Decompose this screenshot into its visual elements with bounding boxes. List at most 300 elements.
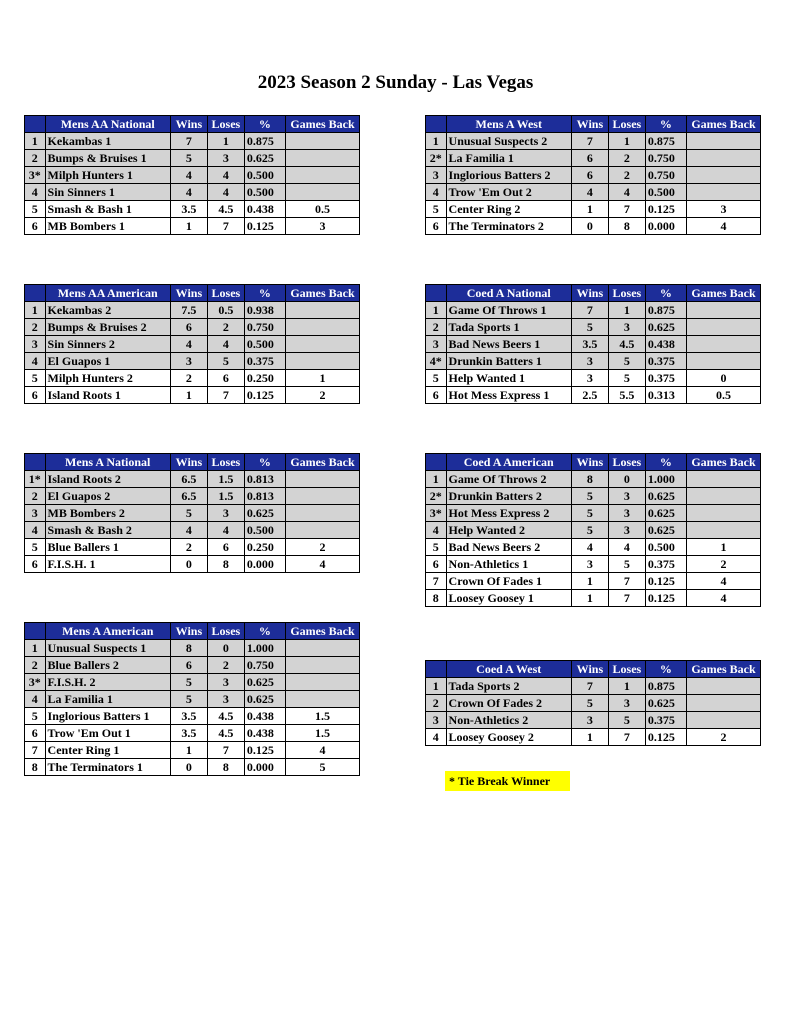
pct-cell: 0.500: [244, 184, 285, 201]
team-name-cell: Help Wanted 2: [446, 522, 571, 539]
games-back-cell: [285, 674, 359, 691]
table-row: [426, 150, 761, 167]
team-name-cell: MB Bombers 1: [45, 218, 170, 235]
wins-cell: 3: [571, 712, 608, 729]
column-header: Loses: [608, 454, 645, 471]
column-header: Games Back: [686, 454, 760, 471]
loses-cell: 5: [608, 556, 645, 573]
rank-cell: 2: [25, 488, 46, 505]
team-name-cell: Milph Hunters 2: [45, 370, 170, 387]
team-name-cell: Island Roots 1: [45, 387, 170, 404]
header-rank-cell: [25, 454, 46, 471]
team-name-cell: Island Roots 2: [45, 471, 170, 488]
pct-cell: 0.875: [244, 133, 285, 150]
wins-cell: 3.5: [170, 708, 207, 725]
pct-cell: 0.125: [244, 742, 285, 759]
games-back-cell: [285, 691, 359, 708]
table-row: [25, 725, 360, 742]
games-back-cell: 4: [686, 218, 760, 235]
table-header-row: [25, 623, 360, 640]
header-rank-cell: [426, 285, 447, 302]
loses-cell: 0: [207, 640, 244, 657]
games-back-cell: 2: [285, 387, 359, 404]
table-row: [25, 319, 360, 336]
column-header: Wins: [170, 623, 207, 640]
wins-cell: 0: [170, 759, 207, 776]
loses-cell: 4: [207, 167, 244, 184]
team-name-cell: Blue Ballers 1: [45, 539, 170, 556]
loses-cell: 4.5: [207, 201, 244, 218]
team-name-cell: Smash & Bash 2: [45, 522, 170, 539]
games-back-cell: [686, 678, 760, 695]
pct-cell: 0.813: [244, 471, 285, 488]
table-row: [25, 150, 360, 167]
rank-cell: 6: [25, 218, 46, 235]
loses-cell: 7: [608, 590, 645, 607]
table-row: [426, 695, 761, 712]
team-name-cell: Center Ring 1: [45, 742, 170, 759]
wins-cell: 4: [571, 539, 608, 556]
pct-cell: 0.875: [645, 678, 686, 695]
table-row: [25, 488, 360, 505]
column-header: %: [244, 116, 285, 133]
table-row: [25, 657, 360, 674]
games-back-cell: 0.5: [686, 387, 760, 404]
wins-cell: 1: [571, 573, 608, 590]
rank-cell: 1: [426, 302, 447, 319]
pct-cell: 0.500: [645, 539, 686, 556]
loses-cell: 4: [207, 336, 244, 353]
team-name-cell: Center Ring 2: [446, 201, 571, 218]
team-name-cell: Game Of Throws 1: [446, 302, 571, 319]
column-header: %: [645, 661, 686, 678]
team-name-cell: Inglorious Batters 2: [446, 167, 571, 184]
games-back-cell: [686, 488, 760, 505]
table-row: [25, 370, 360, 387]
table-row: [426, 556, 761, 573]
header-rank-cell: [426, 661, 447, 678]
wins-cell: 1: [571, 590, 608, 607]
games-back-cell: [285, 505, 359, 522]
header-rank-cell: [426, 454, 447, 471]
table-row: [25, 674, 360, 691]
loses-cell: 5: [608, 370, 645, 387]
division-name: Mens AA National: [45, 116, 170, 133]
pct-cell: 0.438: [244, 725, 285, 742]
team-name-cell: Bad News Beers 1: [446, 336, 571, 353]
pct-cell: 0.625: [645, 319, 686, 336]
games-back-cell: [686, 133, 760, 150]
table-row: [25, 201, 360, 218]
table-row: [426, 302, 761, 319]
loses-cell: 7: [207, 387, 244, 404]
wins-cell: 5: [571, 695, 608, 712]
wins-cell: 5: [571, 522, 608, 539]
rank-cell: 4: [426, 729, 447, 746]
wins-cell: 3: [571, 353, 608, 370]
rank-cell: 5: [25, 708, 46, 725]
loses-cell: 4: [207, 184, 244, 201]
wins-cell: 4: [571, 184, 608, 201]
loses-cell: 5: [207, 353, 244, 370]
pct-cell: 0.875: [645, 302, 686, 319]
loses-cell: 7: [608, 729, 645, 746]
team-name-cell: Bumps & Bruises 2: [45, 319, 170, 336]
table-row: [426, 133, 761, 150]
header-rank-cell: [25, 116, 46, 133]
column-header: %: [244, 623, 285, 640]
team-name-cell: Tada Sports 2: [446, 678, 571, 695]
team-name-cell: Bad News Beers 2: [446, 539, 571, 556]
loses-cell: 3: [608, 505, 645, 522]
games-back-cell: 4: [686, 590, 760, 607]
wins-cell: 3: [170, 353, 207, 370]
rank-cell: 8: [25, 759, 46, 776]
rank-cell: 2: [25, 657, 46, 674]
pct-cell: 1.000: [645, 471, 686, 488]
rank-cell: 6: [25, 725, 46, 742]
wins-cell: 3: [571, 556, 608, 573]
pct-cell: 0.625: [645, 695, 686, 712]
wins-cell: 2.5: [571, 387, 608, 404]
loses-cell: 6: [207, 370, 244, 387]
pct-cell: 0.438: [244, 708, 285, 725]
games-back-cell: [686, 353, 760, 370]
division-name: Mens A National: [45, 454, 170, 471]
column-header: Games Back: [285, 285, 359, 302]
games-back-cell: [686, 319, 760, 336]
rank-cell: 3: [25, 336, 46, 353]
team-name-cell: Bumps & Bruises 1: [45, 150, 170, 167]
pct-cell: 0.125: [244, 218, 285, 235]
loses-cell: 8: [207, 556, 244, 573]
pct-cell: 0.125: [244, 387, 285, 404]
team-name-cell: Non-Athletics 2: [446, 712, 571, 729]
team-name-cell: El Guapos 2: [45, 488, 170, 505]
games-back-cell: [285, 353, 359, 370]
pct-cell: 0.625: [244, 505, 285, 522]
rank-cell: 5: [25, 370, 46, 387]
pct-cell: 0.625: [645, 505, 686, 522]
loses-cell: 4: [608, 184, 645, 201]
rank-cell: 1: [426, 133, 447, 150]
games-back-cell: 1.5: [285, 725, 359, 742]
rank-cell: 5: [25, 539, 46, 556]
rank-cell: 3: [25, 505, 46, 522]
wins-cell: 8: [170, 640, 207, 657]
pct-cell: 0.000: [645, 218, 686, 235]
games-back-cell: 4: [686, 573, 760, 590]
games-back-cell: [285, 640, 359, 657]
rank-cell: 5: [426, 201, 447, 218]
team-name-cell: Smash & Bash 1: [45, 201, 170, 218]
pct-cell: 0.000: [244, 759, 285, 776]
table-row: [426, 218, 761, 235]
loses-cell: 4: [608, 539, 645, 556]
column-header: Games Back: [686, 116, 760, 133]
pct-cell: 0.375: [244, 353, 285, 370]
games-back-cell: 0: [686, 370, 760, 387]
loses-cell: 0: [608, 471, 645, 488]
table-header-row: [426, 454, 761, 471]
wins-cell: 3.5: [170, 201, 207, 218]
team-name-cell: Trow 'Em Out 2: [446, 184, 571, 201]
pct-cell: 0.625: [244, 674, 285, 691]
team-name-cell: Crown Of Fades 1: [446, 573, 571, 590]
wins-cell: 6: [571, 150, 608, 167]
rank-cell: 1: [426, 471, 447, 488]
table-row: [426, 539, 761, 556]
column-header: Loses: [207, 454, 244, 471]
wins-cell: 6.5: [170, 488, 207, 505]
column-header: Games Back: [285, 454, 359, 471]
team-name-cell: Loosey Goosey 1: [446, 590, 571, 607]
team-name-cell: El Guapos 1: [45, 353, 170, 370]
column-header: Loses: [608, 661, 645, 678]
team-name-cell: Trow 'Em Out 1: [45, 725, 170, 742]
pct-cell: 0.750: [645, 150, 686, 167]
games-back-cell: [686, 150, 760, 167]
table-row: [426, 505, 761, 522]
rank-cell: 6: [426, 218, 447, 235]
table-row: [426, 488, 761, 505]
rank-cell: 7: [426, 573, 447, 590]
standings-table: [24, 284, 360, 404]
wins-cell: 5: [571, 505, 608, 522]
column-header: Loses: [207, 285, 244, 302]
wins-cell: 7: [571, 302, 608, 319]
wins-cell: 1: [571, 729, 608, 746]
games-back-cell: [285, 471, 359, 488]
games-back-cell: 4: [285, 556, 359, 573]
rank-cell: 4: [25, 522, 46, 539]
rank-cell: 3*: [25, 674, 46, 691]
wins-cell: 6: [571, 167, 608, 184]
table-header-row: [25, 454, 360, 471]
wins-cell: 0: [571, 218, 608, 235]
loses-cell: 2: [608, 167, 645, 184]
standings-table: [24, 115, 360, 235]
table-row: [426, 336, 761, 353]
pct-cell: 0.625: [645, 488, 686, 505]
games-back-cell: [686, 471, 760, 488]
standings-table: [24, 622, 360, 776]
wins-cell: 1: [571, 201, 608, 218]
team-name-cell: Crown Of Fades 2: [446, 695, 571, 712]
rank-cell: 5: [426, 370, 447, 387]
table-row: [426, 712, 761, 729]
table-row: [25, 640, 360, 657]
rank-cell: 3*: [25, 167, 46, 184]
pct-cell: 0.500: [244, 336, 285, 353]
loses-cell: 3: [207, 505, 244, 522]
wins-cell: 6: [170, 319, 207, 336]
rank-cell: 1: [25, 640, 46, 657]
pct-cell: 0.125: [645, 201, 686, 218]
wins-cell: 0: [170, 556, 207, 573]
team-name-cell: The Terminators 2: [446, 218, 571, 235]
column-header: Wins: [571, 661, 608, 678]
games-back-cell: [285, 488, 359, 505]
column-header: %: [645, 454, 686, 471]
games-back-cell: [686, 184, 760, 201]
table-row: [426, 729, 761, 746]
column-header: Games Back: [686, 661, 760, 678]
rank-cell: 4: [25, 184, 46, 201]
loses-cell: 2: [207, 657, 244, 674]
pct-cell: 0.375: [645, 353, 686, 370]
games-back-cell: [285, 657, 359, 674]
table-row: [25, 167, 360, 184]
team-name-cell: Hot Mess Express 2: [446, 505, 571, 522]
rank-cell: 6: [426, 556, 447, 573]
column-header: %: [244, 454, 285, 471]
wins-cell: 8: [571, 471, 608, 488]
column-header: Loses: [207, 623, 244, 640]
rank-cell: 8: [426, 590, 447, 607]
standings-table: [425, 660, 761, 746]
column-header: Wins: [571, 454, 608, 471]
pct-cell: 0.375: [645, 556, 686, 573]
loses-cell: 8: [207, 759, 244, 776]
loses-cell: 1: [207, 133, 244, 150]
tie-break-legend: * Tie Break Winner: [445, 771, 570, 791]
games-back-cell: [285, 167, 359, 184]
column-header: Games Back: [285, 623, 359, 640]
team-name-cell: Tada Sports 1: [446, 319, 571, 336]
team-name-cell: Unusual Suspects 2: [446, 133, 571, 150]
wins-cell: 5: [571, 488, 608, 505]
rank-cell: 1: [426, 678, 447, 695]
wins-cell: 3: [571, 370, 608, 387]
games-back-cell: [686, 505, 760, 522]
wins-cell: 4: [170, 184, 207, 201]
loses-cell: 1.5: [207, 488, 244, 505]
standings-table: [425, 453, 761, 607]
team-name-cell: La Familia 1: [446, 150, 571, 167]
loses-cell: 2: [608, 150, 645, 167]
division-name: Coed A West: [446, 661, 571, 678]
table-row: [25, 302, 360, 319]
table-row: [25, 759, 360, 776]
games-back-cell: [285, 302, 359, 319]
table-header-row: [426, 116, 761, 133]
table-row: [426, 678, 761, 695]
loses-cell: 1: [608, 302, 645, 319]
games-back-cell: [285, 319, 359, 336]
loses-cell: 1: [608, 133, 645, 150]
games-back-cell: [285, 150, 359, 167]
table-header-row: [25, 285, 360, 302]
pct-cell: 0.375: [645, 712, 686, 729]
pct-cell: 0.625: [645, 522, 686, 539]
games-back-cell: [686, 712, 760, 729]
table-row: [426, 319, 761, 336]
pct-cell: 0.375: [645, 370, 686, 387]
games-back-cell: [686, 302, 760, 319]
rank-cell: 2: [25, 150, 46, 167]
games-back-cell: 5: [285, 759, 359, 776]
loses-cell: 7: [207, 218, 244, 235]
rank-cell: 1: [25, 302, 46, 319]
table-header-row: [426, 661, 761, 678]
loses-cell: 3: [608, 488, 645, 505]
pct-cell: 1.000: [244, 640, 285, 657]
team-name-cell: Loosey Goosey 2: [446, 729, 571, 746]
header-rank-cell: [25, 623, 46, 640]
loses-cell: 3: [608, 319, 645, 336]
header-rank-cell: [25, 285, 46, 302]
games-back-cell: [686, 695, 760, 712]
wins-cell: 6: [170, 657, 207, 674]
table-row: [426, 353, 761, 370]
column-header: Wins: [170, 285, 207, 302]
table-row: [426, 167, 761, 184]
loses-cell: 6: [207, 539, 244, 556]
wins-cell: 2: [170, 370, 207, 387]
team-name-cell: Inglorious Batters 1: [45, 708, 170, 725]
rank-cell: 4: [426, 184, 447, 201]
loses-cell: 7: [608, 573, 645, 590]
page-title: 2023 Season 2 Sunday - Las Vegas: [257, 72, 534, 93]
wins-cell: 5: [170, 505, 207, 522]
division-name: Mens A West: [446, 116, 571, 133]
column-header: %: [244, 285, 285, 302]
loses-cell: 5: [608, 353, 645, 370]
table-row: [426, 573, 761, 590]
games-back-cell: 3: [285, 218, 359, 235]
rank-cell: 4: [25, 353, 46, 370]
rank-cell: 3*: [426, 505, 447, 522]
games-back-cell: [686, 336, 760, 353]
team-name-cell: Kekambas 1: [45, 133, 170, 150]
wins-cell: 1: [170, 387, 207, 404]
table-row: [25, 353, 360, 370]
column-header: %: [645, 116, 686, 133]
wins-cell: 7: [571, 133, 608, 150]
table-row: [426, 471, 761, 488]
rank-cell: 7: [25, 742, 46, 759]
pct-cell: 0.750: [244, 319, 285, 336]
pct-cell: 0.313: [645, 387, 686, 404]
team-name-cell: The Terminators 1: [45, 759, 170, 776]
games-back-cell: [285, 133, 359, 150]
games-back-cell: [285, 184, 359, 201]
games-back-cell: 2: [686, 729, 760, 746]
column-header: Loses: [207, 116, 244, 133]
team-name-cell: Hot Mess Express 1: [446, 387, 571, 404]
table-header-row: [426, 285, 761, 302]
games-back-cell: 3: [686, 201, 760, 218]
wins-cell: 5: [571, 319, 608, 336]
division-name: Mens A American: [45, 623, 170, 640]
team-name-cell: F.I.S.H. 1: [45, 556, 170, 573]
loses-cell: 4.5: [207, 725, 244, 742]
games-back-cell: 2: [686, 556, 760, 573]
pct-cell: 0.625: [244, 150, 285, 167]
games-back-cell: [686, 522, 760, 539]
table-row: [25, 556, 360, 573]
games-back-cell: [686, 167, 760, 184]
rank-cell: 3: [426, 712, 447, 729]
division-name: Mens AA American: [45, 285, 170, 302]
pct-cell: 0.625: [244, 691, 285, 708]
pct-cell: 0.438: [645, 336, 686, 353]
games-back-cell: 1: [686, 539, 760, 556]
column-header: Wins: [170, 116, 207, 133]
loses-cell: 7: [608, 201, 645, 218]
loses-cell: 4.5: [608, 336, 645, 353]
